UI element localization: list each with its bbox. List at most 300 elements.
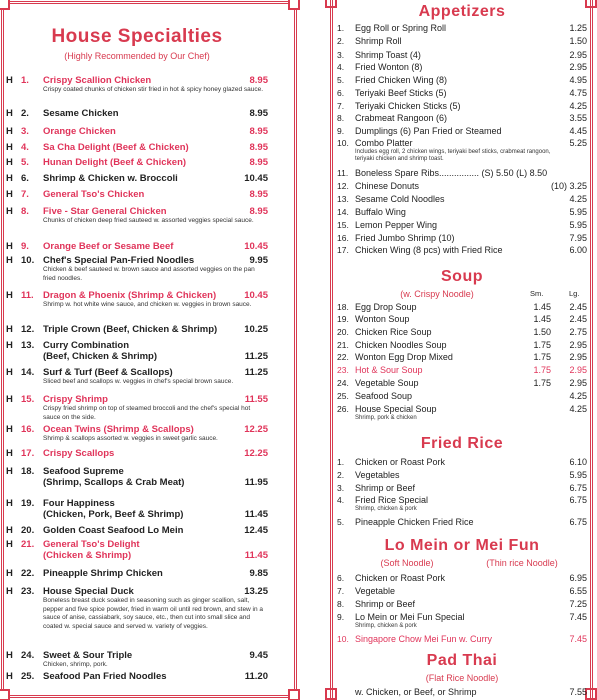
soup-item-small-price: 1.75 bbox=[533, 365, 551, 375]
house-item bbox=[6, 539, 268, 561]
soup-item-large-price: 2.95 bbox=[569, 340, 587, 350]
soup-subtitle: (w. Crispy Noodle) bbox=[400, 289, 474, 299]
soup-item-name: Seafood Soup bbox=[355, 391, 413, 401]
house-item bbox=[6, 394, 268, 422]
appetizer-item-number: 3. bbox=[337, 50, 345, 60]
appetizer-item-price: 5.95 bbox=[569, 220, 587, 230]
house-item-name: Orange Chicken bbox=[43, 126, 116, 137]
appetizer-item-number: 8. bbox=[337, 113, 345, 123]
appetizer-item bbox=[337, 36, 587, 46]
appetizer-item-number: 1. bbox=[337, 23, 345, 33]
fried-rice-item-name: Pineapple Chicken Fried Rice bbox=[355, 517, 474, 527]
fried-rice-item-price: 6.75 bbox=[569, 495, 587, 505]
appetizer-item-number: 15. bbox=[337, 220, 349, 230]
house-item bbox=[6, 671, 268, 682]
appetizer-item-number: 2. bbox=[337, 36, 345, 46]
house-item-name: Sesame Chicken bbox=[43, 108, 119, 119]
frame-corner bbox=[0, 689, 10, 700]
appetizer-item-price: 3.55 bbox=[569, 113, 587, 123]
soup-item-large-price: 2.75 bbox=[569, 327, 587, 337]
house-item-price: 13.25 bbox=[244, 586, 268, 597]
fried-rice-item bbox=[337, 517, 587, 527]
soup-item-name: Wonton Egg Drop Mixed bbox=[355, 352, 453, 362]
house-item-number: 13. bbox=[21, 340, 35, 351]
house-item-number: 24. bbox=[21, 650, 35, 661]
house-item-name-cont: (Chicken, Pork, Beef & Shrimp) bbox=[43, 509, 184, 520]
house-item-name: Crispy Scallops bbox=[43, 448, 115, 459]
soup-item bbox=[337, 340, 587, 350]
appetizer-item bbox=[337, 207, 587, 217]
pad-thai-subtitle: (Flat Rice Noodle) bbox=[425, 673, 499, 683]
house-item-header bbox=[6, 126, 268, 137]
soup-item-name: Chicken Rice Soup bbox=[355, 327, 432, 337]
house-item-code: H bbox=[6, 157, 13, 168]
house-specialties-title: House Specialties bbox=[51, 26, 223, 47]
house-specialties-section bbox=[6, 26, 268, 682]
appetizer-item-price: 5.25 bbox=[569, 138, 587, 148]
appetizer-item-price: 6.00 bbox=[569, 245, 587, 255]
house-item-header bbox=[6, 324, 268, 335]
lo-mein-item-price: 6.55 bbox=[569, 586, 587, 596]
lo-mein-item-number: 8. bbox=[337, 599, 345, 609]
lo-mein-item-number: 10. bbox=[337, 634, 349, 644]
house-item-price: 8.95 bbox=[249, 75, 268, 86]
appetizer-item-number: 13. bbox=[337, 194, 349, 204]
appetizer-item bbox=[337, 181, 587, 191]
house-item-price: 8.95 bbox=[249, 126, 268, 137]
lo-mein-item bbox=[337, 599, 587, 609]
fried-rice-item-name: Shrimp or Beef bbox=[355, 483, 416, 493]
appetizer-item-name: Teriyaki Beef Sticks (5) bbox=[355, 88, 447, 98]
appetizer-item bbox=[337, 88, 587, 98]
house-item-header bbox=[6, 241, 268, 252]
house-item bbox=[6, 498, 268, 520]
house-item bbox=[6, 586, 268, 631]
soup-item-large-price: 2.95 bbox=[569, 352, 587, 362]
house-item bbox=[6, 157, 268, 168]
soup-item-large-price: 2.45 bbox=[569, 314, 587, 324]
lo-mein-item-price: 7.25 bbox=[569, 599, 587, 609]
appetizer-item-price: 4.25 bbox=[569, 101, 587, 111]
soup-item-small-price: 1.75 bbox=[533, 340, 551, 350]
house-item-code: H bbox=[6, 466, 13, 477]
house-item-price: 10.45 bbox=[244, 173, 268, 184]
soup-item-number: 22. bbox=[337, 352, 349, 362]
fried-rice-item-number: 5. bbox=[337, 517, 345, 527]
house-item-name: Chef's Special Pan-Fried Noodles bbox=[43, 255, 195, 266]
house-item bbox=[6, 241, 268, 252]
house-item-header bbox=[6, 466, 268, 477]
fried-rice-item-price: 6.75 bbox=[569, 517, 587, 527]
house-item-price: 11.95 bbox=[244, 477, 268, 488]
house-item-description: Shrimp & scallops assorted w. veggies in sweet garlic sauce. bbox=[43, 435, 218, 442]
soup-item-small-price: 1.75 bbox=[533, 352, 551, 362]
house-item-code: H bbox=[6, 206, 13, 217]
house-item bbox=[6, 367, 268, 387]
house-item-description: Sliced beef and scallops w. veggies in chef's special brown sauce. bbox=[43, 378, 234, 385]
house-item-number: 23. bbox=[21, 586, 35, 597]
house-item-header bbox=[6, 394, 268, 405]
soup-item-name: Wonton Soup bbox=[355, 314, 410, 324]
lo-mein-item bbox=[337, 573, 587, 583]
fried-rice-item-number: 2. bbox=[337, 470, 345, 480]
lo-mein-item bbox=[337, 586, 587, 596]
appetizer-item-name: Fried Wonton (8) bbox=[355, 62, 423, 72]
house-item bbox=[6, 290, 268, 310]
appetizer-item-description: Includes egg roll, 2 chicken wings, teriyaki beef sticks, crabmeat rangoon, teriyaki chicken and shrimp toast. bbox=[355, 149, 551, 162]
house-item-name: Crispy Scallion Chicken bbox=[43, 75, 152, 86]
house-item-price: 10.45 bbox=[244, 290, 268, 301]
house-item-code: H bbox=[6, 142, 13, 153]
appetizer-item-number: 14. bbox=[337, 207, 349, 217]
appetizer-item-name: Lemon Pepper Wing bbox=[355, 220, 438, 230]
frame-corner bbox=[288, 689, 300, 700]
lo-mein-subtitle-soft: (Soft Noodle) bbox=[380, 558, 434, 568]
house-item-number: 4. bbox=[21, 142, 29, 153]
house-item-header bbox=[6, 525, 268, 536]
house-item-name: Seafood Supreme bbox=[43, 466, 124, 477]
appetizer-item-price: (10) 3.25 bbox=[550, 181, 587, 191]
house-item-header bbox=[6, 340, 268, 351]
house-item bbox=[6, 525, 268, 536]
lo-mein-item-number: 9. bbox=[337, 612, 345, 622]
appetizer-item bbox=[337, 233, 587, 243]
fried-rice-item-number: 1. bbox=[337, 457, 345, 467]
house-item-number: 6. bbox=[21, 173, 29, 184]
soup-item bbox=[337, 302, 587, 312]
appetizer-item-number: 6. bbox=[337, 88, 345, 98]
soup-item-number: 24. bbox=[337, 378, 349, 388]
lo-mein-item-price: 7.45 bbox=[569, 634, 587, 644]
appetizer-item-name: Teriyaki Chicken Sticks (5) bbox=[355, 101, 461, 111]
house-item-code: H bbox=[6, 498, 13, 509]
appetizer-item-number: 4. bbox=[337, 62, 345, 72]
house-item bbox=[6, 126, 268, 137]
house-item-number: 5. bbox=[21, 157, 29, 168]
house-item-line2 bbox=[6, 509, 268, 520]
appetizer-item bbox=[337, 126, 587, 136]
house-item bbox=[6, 189, 268, 200]
appetizer-item bbox=[337, 220, 587, 230]
house-item-description: Chicken & beef sauteed w. brown sauce and assorted veggies on the pan fried noodles. bbox=[43, 266, 255, 282]
soup-item-number: 21. bbox=[337, 340, 349, 350]
house-item-price: 11.45 bbox=[244, 509, 268, 520]
appetizer-item bbox=[337, 62, 587, 72]
lo-mein-item-number: 6. bbox=[337, 573, 345, 583]
house-item-number: 22. bbox=[21, 568, 35, 579]
house-item-number: 16. bbox=[21, 424, 35, 435]
house-item-name: Seafood Pan Fried Noodles bbox=[43, 671, 167, 682]
house-item-name-cont: (Beef, Chicken & Shrimp) bbox=[43, 351, 158, 362]
soup-item-number: 18. bbox=[337, 302, 349, 312]
appetizer-item bbox=[337, 75, 587, 85]
appetizer-item-price: 1.25 bbox=[569, 23, 587, 33]
soup-item bbox=[337, 404, 587, 414]
house-item-price: 11.45 bbox=[244, 550, 268, 561]
house-item-header bbox=[6, 290, 268, 301]
appetizer-item bbox=[337, 101, 587, 111]
house-item-price: 10.25 bbox=[244, 324, 268, 335]
house-item-number: 9. bbox=[21, 241, 29, 252]
frame-corner bbox=[325, 0, 337, 8]
house-item-price: 8.95 bbox=[249, 206, 268, 217]
appetizer-item-number: 5. bbox=[337, 75, 345, 85]
house-item-header bbox=[6, 367, 268, 378]
house-item-name: Sa Cha Delight (Beef & Chicken) bbox=[43, 142, 189, 153]
house-item-header bbox=[6, 157, 268, 168]
soup-item-number: 20. bbox=[337, 327, 349, 337]
soup-item-large-price: 2.45 bbox=[569, 302, 587, 312]
soup-item-name: Hot & Sour Soup bbox=[355, 365, 423, 375]
appetizer-item bbox=[337, 168, 587, 178]
house-item-number: 25. bbox=[21, 671, 35, 682]
house-item-price: 8.95 bbox=[249, 142, 268, 153]
house-item bbox=[6, 206, 268, 226]
house-item-name: Triple Crown (Beef, Chicken & Shrimp) bbox=[43, 324, 218, 335]
house-item-code: H bbox=[6, 448, 13, 459]
soup-item bbox=[337, 391, 587, 401]
fried-rice-item-price: 6.10 bbox=[569, 457, 587, 467]
fried-rice-item-price: 5.95 bbox=[569, 470, 587, 480]
pad-thai-item-name: w. Chicken, or Beef, or Shrimp bbox=[355, 687, 477, 697]
appetizers-title: Appetizers bbox=[418, 3, 506, 20]
soup-item bbox=[337, 365, 587, 375]
lo-mein-item-description: Shrimp, chicken & pork bbox=[355, 623, 417, 629]
house-item-name: Orange Beef or Sesame Beef bbox=[43, 241, 174, 252]
house-item-description: Chunks of chicken deep fried sauteed w. assorted veggies special sauce. bbox=[43, 217, 254, 224]
fried-rice-item bbox=[337, 457, 587, 467]
soup-item-small-price: 1.75 bbox=[533, 378, 551, 388]
house-item-price: 8.95 bbox=[249, 157, 268, 168]
house-item-price: 11.55 bbox=[244, 394, 268, 405]
house-item-code: H bbox=[6, 394, 13, 405]
house-item-description: Shrimp w. hot white wine sauce, and chicken w. veggies in brown sauce. bbox=[43, 301, 252, 308]
appetizer-item-number: 10. bbox=[337, 138, 349, 148]
appetizer-item bbox=[337, 138, 587, 148]
house-item-price: 8.95 bbox=[249, 108, 268, 119]
house-item bbox=[6, 324, 268, 335]
house-item-number: 10. bbox=[21, 255, 35, 266]
house-item-name: General Tso's Chicken bbox=[43, 189, 145, 200]
house-item-number: 15. bbox=[21, 394, 35, 405]
house-item-code: H bbox=[6, 324, 13, 335]
appetizer-item-name: Fried Jumbo Shrimp (10) bbox=[355, 233, 455, 243]
appetizer-item bbox=[337, 245, 587, 255]
frame-corner bbox=[0, 0, 10, 10]
house-item-name: Dragon & Phoenix (Shrimp & Chicken) bbox=[43, 290, 217, 301]
house-item bbox=[6, 650, 268, 670]
house-item-price: 11.20 bbox=[244, 671, 268, 682]
fried-rice-item bbox=[337, 483, 587, 493]
fried-rice-item-number: 4. bbox=[337, 495, 345, 505]
pad-thai-title: Pad Thai bbox=[426, 652, 498, 669]
house-item-code: H bbox=[6, 424, 13, 435]
soup-item-large-price: 2.95 bbox=[569, 378, 587, 388]
house-item-price: 9.45 bbox=[249, 650, 268, 661]
house-item-code: H bbox=[6, 568, 13, 579]
house-item-number: 19. bbox=[21, 498, 35, 509]
house-item bbox=[6, 340, 268, 362]
soup-item-number: 23. bbox=[337, 365, 349, 375]
fried-rice-item-description: Shrimp, chicken & pork bbox=[355, 506, 417, 512]
house-item-name: Five - Star General Chicken bbox=[43, 206, 167, 217]
house-item-name: Hunan Delight (Beef & Chicken) bbox=[43, 157, 187, 168]
soup-item-large-price: 4.25 bbox=[569, 391, 587, 401]
house-item-number: 21. bbox=[21, 539, 35, 550]
house-item-price: 11.25 bbox=[244, 351, 268, 362]
house-item-header bbox=[6, 173, 268, 184]
fried-rice-item-number: 3. bbox=[337, 483, 345, 493]
house-item bbox=[6, 448, 268, 459]
soup-item-small-price: 1.45 bbox=[533, 302, 551, 312]
appetizer-item-number: 11. bbox=[337, 168, 349, 178]
house-item-name: House Special Duck bbox=[43, 586, 134, 597]
house-item-name: Pineapple Shrimp Chicken bbox=[43, 568, 163, 579]
soup-item-large-price: 2.95 bbox=[569, 365, 587, 375]
lo-mein-item-price: 7.45 bbox=[569, 612, 587, 622]
house-item-number: 8. bbox=[21, 206, 29, 217]
house-item-code: H bbox=[6, 671, 13, 682]
appetizer-item-price: 4.45 bbox=[569, 126, 587, 136]
soup-item-name: House Special Soup bbox=[355, 404, 437, 414]
house-item-description: Chicken, shrimp, pork. bbox=[43, 661, 108, 668]
house-item-number: 11. bbox=[21, 290, 34, 301]
house-item-header bbox=[6, 586, 268, 597]
soup-item-number: 19. bbox=[337, 314, 349, 324]
appetizer-item-price: 2.95 bbox=[569, 62, 587, 72]
soup-item-small-price: 1.45 bbox=[533, 314, 551, 324]
house-item bbox=[6, 466, 268, 488]
house-item-code: H bbox=[6, 255, 13, 266]
appetizer-item-price: 5.95 bbox=[569, 207, 587, 217]
house-item-price: 12.25 bbox=[244, 424, 268, 435]
house-item-name-cont: (Chicken & Shrimp) bbox=[43, 550, 132, 561]
house-item-number: 3. bbox=[21, 126, 29, 137]
house-item-code: H bbox=[6, 290, 13, 301]
house-item-code: H bbox=[6, 241, 13, 252]
house-item-price: 11.25 bbox=[244, 367, 268, 378]
lo-mein-item-name: Shrimp or Beef bbox=[355, 599, 416, 609]
house-item-header bbox=[6, 142, 268, 153]
fried-rice-item bbox=[337, 470, 587, 480]
house-item-code: H bbox=[6, 173, 13, 184]
lo-mein-subtitle-thin: (Thin rice Noodle) bbox=[486, 558, 558, 568]
house-item-code: H bbox=[6, 126, 13, 137]
lo-mein-item-number: 7. bbox=[337, 586, 345, 596]
house-item-code: H bbox=[6, 75, 13, 86]
appetizer-item-name: Crabmeat Rangoon (6) bbox=[355, 113, 448, 123]
right-frame-right-border bbox=[590, 0, 593, 700]
house-item-code: H bbox=[6, 525, 13, 536]
soup-item bbox=[337, 352, 587, 362]
house-item bbox=[6, 142, 268, 153]
appetizer-item-number: 9. bbox=[337, 126, 345, 136]
house-item-header bbox=[6, 671, 268, 682]
lo-mein-item-name: Lo Mein or Mei Fun Special bbox=[355, 612, 465, 622]
house-item-name: Ocean Twins (Shrimp & Scallops) bbox=[43, 424, 194, 435]
house-item-code: H bbox=[6, 586, 13, 597]
house-item-number: 20. bbox=[21, 525, 35, 536]
appetizer-item-name: Fried Chicken Wing (8) bbox=[355, 75, 448, 85]
appetizer-item-number: 12. bbox=[337, 181, 349, 191]
appetizer-item-price: 4.95 bbox=[569, 75, 587, 85]
appetizer-item-price: 4.75 bbox=[569, 88, 587, 98]
appetizer-item-price: 7.95 bbox=[569, 233, 587, 243]
soup-item bbox=[337, 327, 587, 337]
soup-item-name: Vegetable Soup bbox=[355, 378, 419, 388]
house-item-price: 12.45 bbox=[244, 525, 268, 536]
house-item-number: 14. bbox=[21, 367, 35, 378]
right-frame-left-border bbox=[330, 0, 333, 700]
lo-mein-item-name: Singapore Chow Mei Fun w. Curry bbox=[355, 634, 493, 644]
soup-title: Soup bbox=[441, 268, 483, 285]
appetizer-item bbox=[337, 113, 587, 123]
fried-rice-item-price: 6.75 bbox=[569, 483, 587, 493]
house-item bbox=[6, 424, 268, 444]
appetizer-item-name: Dumplings (6) Pan Fried or Steamed bbox=[355, 126, 502, 136]
appetizer-item-name: Chinese Donuts bbox=[355, 181, 420, 191]
house-item-code: H bbox=[6, 650, 13, 661]
house-item-code: H bbox=[6, 108, 13, 119]
house-item-name: Curry Combination bbox=[43, 340, 130, 351]
house-item-header bbox=[6, 75, 268, 86]
house-item-header bbox=[6, 206, 268, 217]
pad-thai-item bbox=[337, 687, 587, 697]
frame-corner bbox=[325, 688, 337, 700]
house-item-name: General Tso's Delight bbox=[43, 539, 140, 550]
house-item-description: Boneless breast duck soaked in seasoning such as ginger scallion, salt, pepper and five spice powder, fried in warm oil until red brown, and stew in a sauce of anise, cassiabark, soy sauce, etc., then cut into small slice and coated w. special sauce and served w. variety of veggies. bbox=[43, 597, 264, 630]
soup-item-small-price: 1.50 bbox=[533, 327, 551, 337]
appetizer-item-name: Combo Platter bbox=[355, 138, 413, 148]
house-item bbox=[6, 108, 268, 119]
appetizer-item bbox=[337, 50, 587, 60]
appetizer-item-name: Chicken Wing (8 pcs) with Fried Rice bbox=[355, 245, 503, 255]
soup-small-header: Sm. bbox=[530, 289, 544, 298]
house-item-header bbox=[6, 650, 268, 661]
house-item-price: 8.95 bbox=[249, 189, 268, 200]
house-item-number: 7. bbox=[21, 189, 29, 200]
house-item-header bbox=[6, 498, 268, 509]
appetizer-item-name: Sesame Cold Noodles bbox=[355, 194, 445, 204]
house-item bbox=[6, 255, 268, 283]
appetizer-item bbox=[337, 194, 587, 204]
house-item-code: H bbox=[6, 340, 13, 351]
appetizer-item-number: 17. bbox=[337, 245, 349, 255]
soup-item-name: Egg Drop Soup bbox=[355, 302, 417, 312]
house-item-number: 17. bbox=[21, 448, 35, 459]
appetizer-item-number: 7. bbox=[337, 101, 345, 111]
house-item-line2 bbox=[6, 477, 268, 488]
house-item-name: Crispy Shrimp bbox=[43, 394, 108, 405]
house-item-price: 12.25 bbox=[244, 448, 268, 459]
house-item bbox=[6, 75, 268, 95]
lo-mein-item bbox=[337, 612, 587, 622]
soup-item-number: 26. bbox=[337, 404, 349, 414]
soup-item-description: Shrimp, pork & chicken bbox=[355, 415, 417, 421]
house-item-description: Crispy coated chunks of chicken stir fried in hot & spicy honey glazed sauce. bbox=[43, 86, 264, 93]
house-item-price: 9.85 bbox=[249, 568, 268, 579]
fried-rice-item-name: Chicken or Roast Pork bbox=[355, 457, 446, 467]
house-item-header bbox=[6, 448, 268, 459]
fried-rice-item bbox=[337, 495, 587, 505]
appetizer-item-price: 1.50 bbox=[569, 36, 587, 46]
house-specialties-subtitle: (Highly Recommended by Our Chef) bbox=[64, 51, 210, 61]
appetizer-item-name: Shrimp Roll bbox=[355, 36, 402, 46]
soup-item bbox=[337, 378, 587, 388]
house-item-header bbox=[6, 539, 268, 550]
soup-item bbox=[337, 314, 587, 324]
appetizer-item-name: Buffalo Wing bbox=[355, 207, 406, 217]
